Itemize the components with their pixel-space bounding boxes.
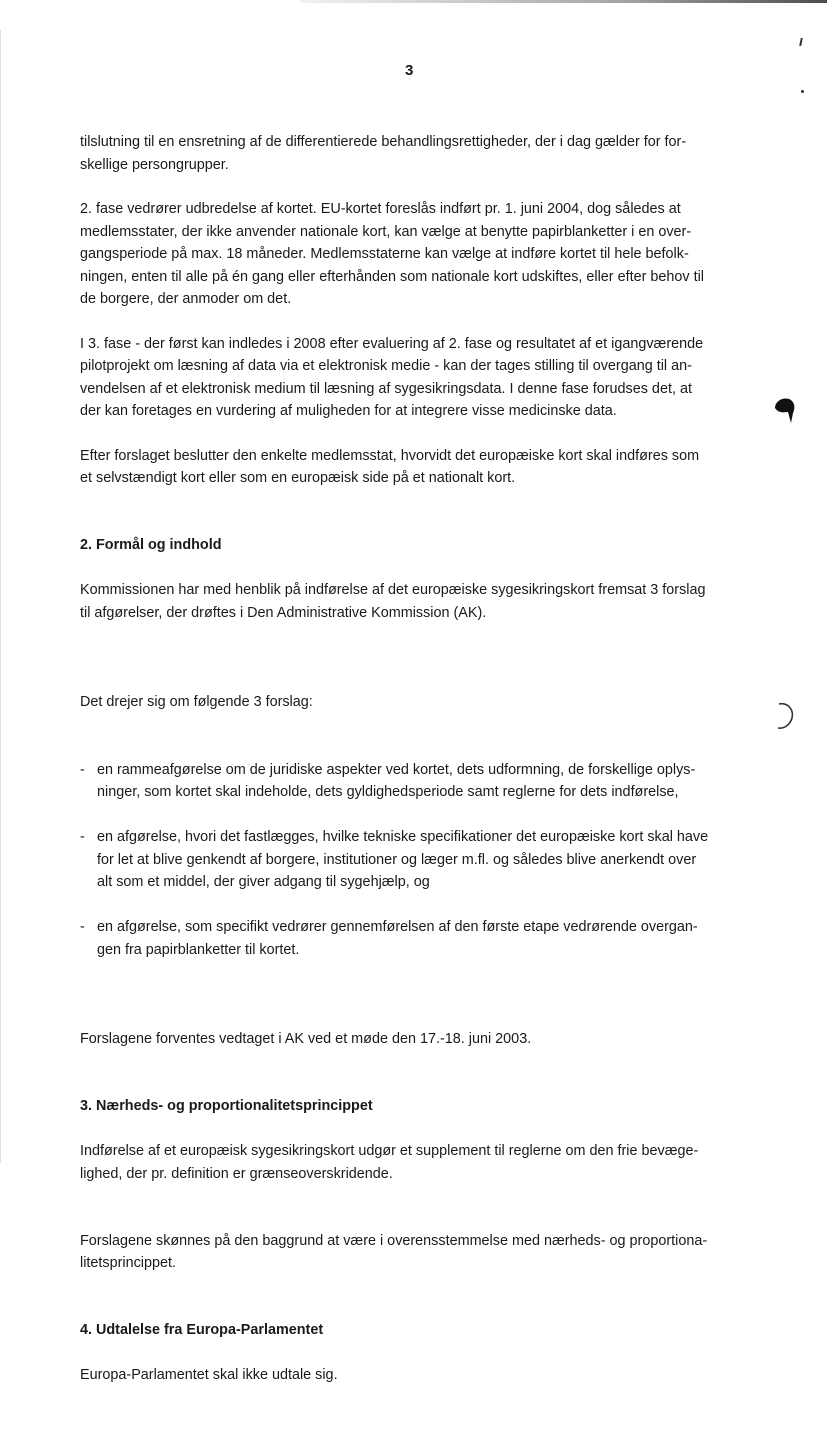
section-text: Indførelse af et europæisk sygesikringskort udgør et supplement til reglerne om den frie bevæge- lighed, der pr. definition er grænseoverskridende. bbox=[80, 1143, 699, 1182]
paragraph: Efter forslaget beslutter den enkelte medlemsstat, hvorvidt det europæiske kort skal indføres som et selvstændigt kort eller som en europæisk side på et nationalt kort. bbox=[80, 447, 700, 486]
page-number: 3 bbox=[405, 62, 414, 79]
list-item: - en afgørelse, hvori det fastlægges, hvilke tekniske specifikationer det europæiske kort skal have for let at blive genkendt af borgere, institutioner og læger m.fl. og således blive anerkendt over alt som et middel, der giver adgang til sygehjælp, og bbox=[80, 826, 746, 894]
proposal-list bbox=[80, 736, 746, 984]
section-parlament bbox=[80, 1297, 746, 1410]
document-body bbox=[80, 131, 746, 1431]
paragraph: I 3. fase - der først kan indledes i 2008 efter evaluering af 2. fase og resultatet af et igangværende pilotprojekt om læsning af data via et elektronisk medie - kan der tages stilling til overgang til an- vendelsen af et elektronisk medium til læsning af sygesikringsdata. I denne fase forudses det, at der kan foretages en vurdering af muligheden for at integrere visse medicinske data. bbox=[80, 335, 704, 419]
paragraph: Forslagene skønnes på den baggrund at være i overensstemmelse med nærheds- og proportiona- litetsprincippet. bbox=[80, 1232, 708, 1271]
paragraph: Forslagene forventes vedtaget i AK ved et møde den 17.-18. juni 2003. bbox=[80, 1031, 532, 1047]
punch-hole-mark-icon bbox=[771, 396, 797, 424]
list-intro: Det drejer sig om følgende 3 forslag: bbox=[80, 694, 313, 710]
scan-edge-line bbox=[300, 0, 827, 3]
paragraph: tilslutning til en ensretning af de differentierede behandlingsrettigheder, der i dag gælder for for- skellige persongrupper. bbox=[80, 134, 687, 173]
proposal-list-block bbox=[80, 669, 746, 1007]
punch-hole-outline-icon bbox=[776, 700, 796, 732]
list-item: - en rammeafgørelse om de juridiske aspekter ved kortet, dets udformning, de forskellige oplys- ninger, som kortet skal indeholde, dets gyldighedsperiode samt reglerne for dets indførelse, bbox=[80, 759, 746, 804]
section-text: Kommissionen har med henblik på indførelse af det europæiske sygesikringskort fremsat 3 forslag til afgørelser, der drøftes i Den Administrative Kommission (AK). bbox=[80, 582, 706, 621]
list-item: - en afgørelse, som specifikt vedrører gennemførelsen af den første etape vedrørende overgan- gen fra papirblanketter til kortet. bbox=[80, 916, 746, 961]
paragraph: 2. fase vedrører udbredelse af kortet. EU-kortet foreslås indført pr. 1. juni 2004, dog således at medlemsstater, der ikke anvender nationale kort, kan vælge at benytte papirblanketter i en over- gangsperiode på max. 18 måneder. Medlemsstaterne kan vælge at indføre kortet til hele befolk- ningen, enten til alle på én gang eller efterhånden som nationale kort udskiftes, eller efter behov til de borgere, der anmoder om det. bbox=[80, 201, 704, 307]
section-heading: 2. Formål og indhold bbox=[80, 537, 222, 553]
section-naerhed bbox=[80, 1073, 746, 1208]
scan-dot bbox=[801, 90, 804, 93]
scan-mark bbox=[799, 38, 803, 46]
scan-left-edge bbox=[0, 30, 1, 1163]
section-heading: 4. Udtalelse fra Europa-Parlamentet bbox=[80, 1322, 324, 1338]
section-heading: 3. Nærheds- og proportionalitetsprincippet bbox=[80, 1098, 373, 1114]
section-text: Europa-Parlamentet skal ikke udtale sig. bbox=[80, 1367, 338, 1383]
section-formaal bbox=[80, 512, 746, 647]
